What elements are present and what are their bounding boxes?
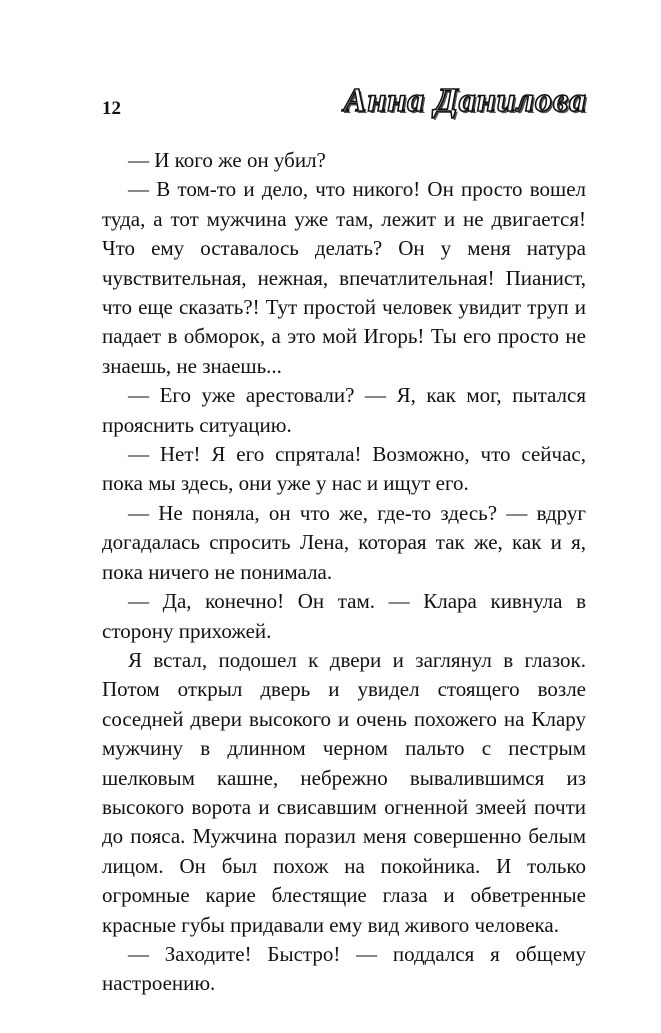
running-head-author: Анна Данилова — [343, 82, 587, 119]
paragraph: — Не поняла, он что же, где-то здесь? — вдруг догадалась спросить Лена, которая так же, как и я, пока ничего не понимала. — [102, 500, 586, 584]
page-number: 12 — [102, 98, 121, 119]
paragraph: — Нет! Я его спрятала! Возможно, что сейчас, пока мы здесь, они уже у нас и ищут его. — [102, 442, 586, 496]
paragraph: — Да, конечно! Он там. — Клара кивнула в сторону прихожей. — [102, 589, 586, 643]
paragraph: — Заходите! Быстро! — поддался я общему настроению. — [102, 941, 586, 996]
body-text — [102, 146, 586, 999]
paragraph: — В том-то и дело, что никого! Он просто вошел туда, а тот мужчина уже там, лежит и не двигается! Что ему оставалось делать? Он у меня натура чувствительная, нежная, впечатлительная! Пианист, что еще сказать?! Тут простой человек увидит труп и падает в обморок, а это мой Игорь! Ты его просто не знаешь, не знаешь... — [102, 177, 586, 378]
page-header — [102, 82, 587, 126]
paragraph: — Его уже арестовали? — Я, как мог, пытался прояснить ситуацию. — [102, 383, 586, 437]
paragraph: Я встал, подошел к двери и заглянул в глазок. Потом открыл дверь и увидел стоящего возле соседней двери высокого и очень похожего на Клару мужчину в длинном черном пальто с пестрым шелковым кашне, небрежно вывалившимся из высокого ворота и свисавшим огненной змеей почти до пояса. Мужчина поразил меня совершенно белым лицом. Он был похож на покойника. И только огромные карие блестящие глаза и обветренные красные губы придавали ему вид живого человека. — [102, 647, 586, 937]
paragraph: — И кого же он убил? — [128, 148, 326, 172]
